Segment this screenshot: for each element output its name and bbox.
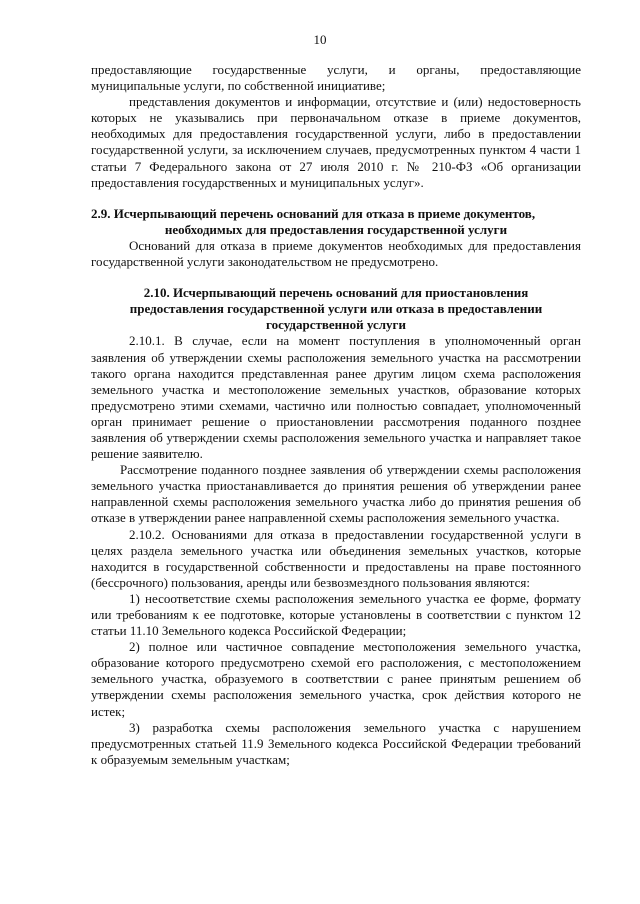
section-2-10-heading-line2: предоставления государственной услуги или отказа в предоставлении — [129, 301, 543, 317]
section-2-9-heading-line2: необходимых для предоставления государственной услуги — [164, 221, 508, 237]
spacer — [91, 270, 581, 285]
section-2-10-heading-line1: 2.10. Исчерпывающий перечень оснований для приостановления — [143, 285, 529, 301]
list-item-3: 3) разработка схемы расположения земельного участка с нарушением предусмотренных статьей 11.9 Земельного кодекса Российской Федерации требований к образуемым земельным участкам; — [91, 719, 581, 767]
intro-paragraph-1: предоставляющие государственные услуги, и органы, предоставляющие муниципальные услуги, по собственной инициативе; — [91, 62, 581, 94]
paragraph-2-10-1: 2.10.1. В случае, если на момент поступления в уполномоченный орган заявления об утверждении схемы расположения земельного участка на рассмотрении такого органа находится представленная ранее другим лицом схема расположения земельного участка и местоположение земельных участков, образование которых предусмотрено этими схемами, частично или полностью совпадает, уполномоченный орган принимает решение о приостановлении рассмотрения поданного позднее заявления об утверждении схемы расположения земельного участка и направляет такое решение заявителю. — [91, 333, 581, 462]
paragraph-2-10-2: 2.10.2. Основаниями для отказа в предоставлении государственной услуги в целях раздела земельного участка или объединения земельных участков, которые находится в государственной собственности и предоставлены на праве постоянного (бессрочного) пользования, аренды или безвозмездного пользования являются: — [91, 526, 581, 590]
list-item-1: 1) несоответствие схемы расположения земельного участка ее форме, формату или требованиям к ее подготовке, которые установлены в соответствии с пунктом 12 статьи 11.10 Земельного кодекса Российской Федерации; — [91, 590, 581, 639]
document-body — [91, 62, 581, 768]
section-2-9-heading-line1: 2.9. Исчерпывающий перечень оснований для отказа в приеме документов, — [91, 205, 536, 221]
section-2-9 — [91, 206, 581, 270]
section-2-10 — [91, 285, 581, 768]
list-item-2: 2) полное или частичное совпадение местоположения земельного участка, образование которого предусмотрено схемой его расположения, с местоположением земельного участка, образуемого в соответствии с ранее принятым решением об утверждении схемы расположения земельного участка, срок действия которого не истек; — [91, 639, 581, 719]
spacer — [91, 191, 581, 206]
section-2-9-body: Оснований для отказа в приеме документов необходимых для предоставления государственной услуги законодательством не предусмотрено. — [91, 237, 581, 270]
page-number: 10 — [313, 32, 327, 47]
section-2-10-heading-line3: государственной услуги — [266, 317, 406, 333]
paragraph-review-suspension: Рассмотрение поданного позднее заявления об утверждении схемы расположения земельного участка приостанавливается до принятия решения об утверждении ранее направленной схемы расположения земельного участка либо до принятия решения об отказе в утверждении ранее направленной схемы расположения земельного участка. — [91, 462, 581, 526]
intro-paragraph-2: представления документов и информации, отсутствие и (или) недостоверность которых не указывались при первоначальном отказе в приеме документов, необходимых для предоставления государственной услуги, либо в предоставлении государственной услуги, за исключением случаев, предусмотренных пунктом 4 части 1 статьи 7 Федерального закона от 27 июля 2010 г. № 210-ФЗ «Об организации предоставления государственных и муниципальных услуг». — [91, 94, 581, 190]
